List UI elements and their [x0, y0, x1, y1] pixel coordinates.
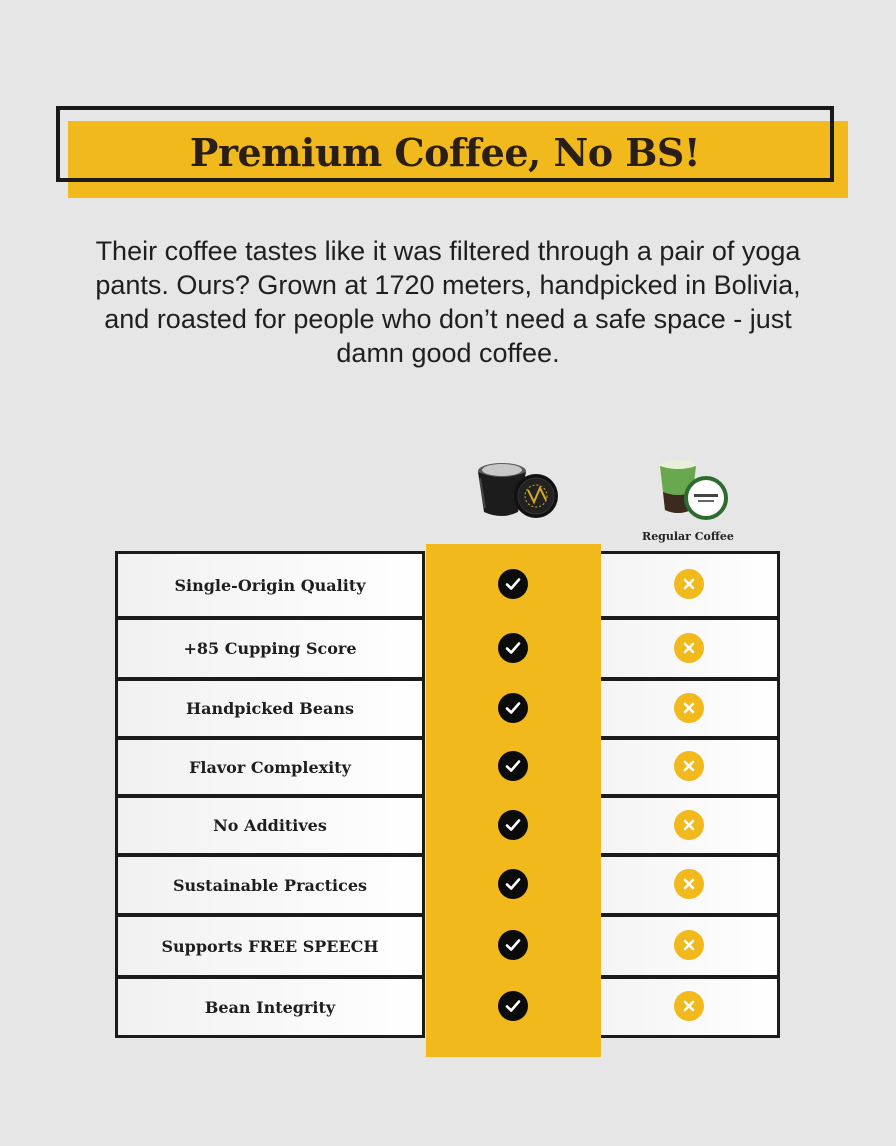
check-icon — [498, 569, 528, 599]
table-row — [115, 976, 780, 1038]
x-icon — [674, 991, 704, 1021]
table-row — [115, 914, 780, 978]
check-icon — [498, 751, 528, 781]
tagline: Their coffee tastes like it was filtered through a pair of yoga pants. Ours? Grown at 1720 meters, handpicked in Bolivia, and roasted for people who don’t need a safe space - just damn good coffee. — [95, 236, 801, 368]
table-row — [115, 678, 780, 739]
feature-cell — [115, 678, 425, 739]
feature-cell — [115, 854, 425, 916]
feature-cell — [115, 617, 425, 680]
table-row — [115, 551, 780, 619]
x-icon — [674, 751, 704, 781]
check-icon — [498, 810, 528, 840]
x-icon — [674, 930, 704, 960]
feature-label: Handpicked Beans — [185, 699, 355, 718]
feature-label: Bean Integrity — [204, 997, 336, 1017]
check-icon — [498, 991, 528, 1021]
title-banner — [56, 106, 834, 182]
feature-cell — [115, 976, 425, 1038]
green-cup-image — [650, 456, 730, 522]
feature-label: Sustainable Practices — [172, 875, 367, 895]
table-row — [115, 617, 780, 680]
table-row — [115, 737, 780, 797]
x-icon — [674, 569, 704, 599]
table-row — [115, 854, 780, 916]
feature-label: +85 Cupping Score — [183, 639, 357, 658]
table-row — [115, 795, 780, 856]
feature-label: No Additives — [213, 816, 327, 835]
feature-cell — [115, 914, 425, 978]
coffee-pod-image — [470, 458, 562, 522]
feature-label: Flavor Complexity — [189, 757, 351, 777]
feature-cell — [115, 737, 425, 797]
x-icon — [674, 693, 704, 723]
x-icon — [674, 633, 704, 663]
x-icon — [674, 869, 704, 899]
regular-coffee-label: Regular Coffee — [642, 530, 734, 543]
feature-cell — [115, 551, 425, 619]
feature-label: Supports FREE SPEECH — [161, 936, 379, 956]
page-title: Premium Coffee, No BS! — [189, 129, 701, 175]
check-icon — [498, 693, 528, 723]
check-icon — [498, 633, 528, 663]
x-icon — [674, 810, 704, 840]
check-icon — [498, 869, 528, 899]
check-icon — [498, 930, 528, 960]
feature-label: Single-Origin Quality — [174, 575, 366, 595]
feature-cell — [115, 795, 425, 856]
